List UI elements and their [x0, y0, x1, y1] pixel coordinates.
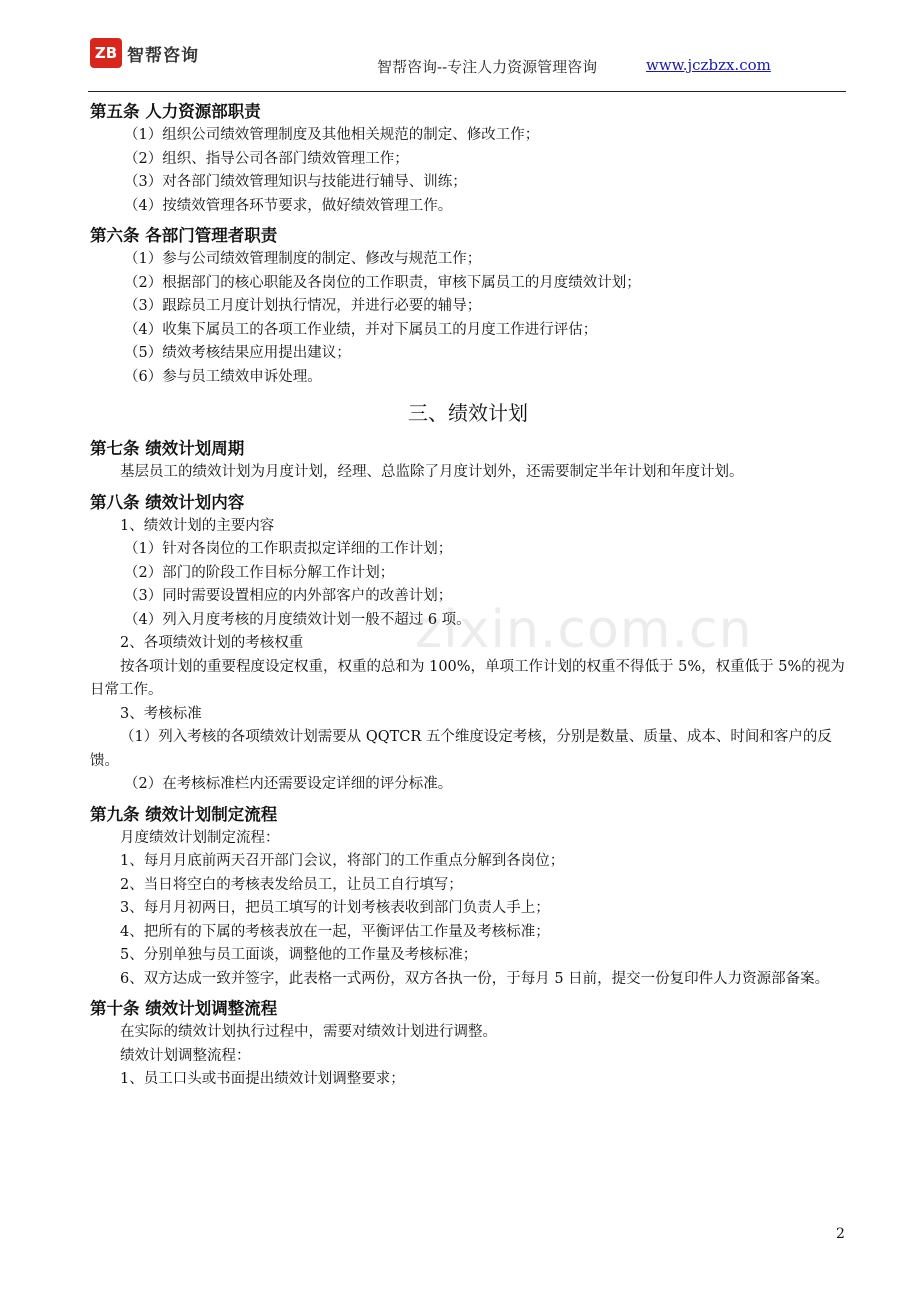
- watermark: zixin.com.cn: [415, 600, 753, 660]
- paragraph: 月度绩效计划制定流程：: [120, 829, 280, 846]
- section-10-title: 第十条 绩效计划调整流程: [90, 999, 278, 1018]
- page-number: 2: [836, 1226, 845, 1242]
- list-item: （5）绩效考核结果应用提出建议；: [124, 345, 351, 361]
- paragraph: 绩效计划调整流程：: [120, 1047, 251, 1064]
- website-link[interactable]: www.jczbzx.com: [646, 56, 771, 74]
- section-9-title: 第九条 绩效计划制定流程: [90, 804, 278, 824]
- subheading: 1、绩效计划的主要内容: [120, 517, 275, 534]
- page-header: [0, 0, 920, 100]
- header-divider: [88, 91, 846, 92]
- header-tagline: 智帮咨询--专注人力资源管理咨询: [377, 58, 598, 76]
- list-item: 6、双方达成一致并签字，此表格一式两份，双方各执一份，于每月 5 日前，提交一份复印件人力资源部备案。: [120, 970, 830, 987]
- list-item: 1、每月月底前两天召开部门会议，将部门的工作重点分解到各岗位；: [120, 853, 565, 869]
- list-item: （1）组织公司绩效管理制度及其他相关规范的制定、修改工作；: [124, 127, 540, 143]
- paragraph: 基层员工的绩效计划为月度计划，经理、总监除了月度计划外，还需要制定半年计划和年度计划。: [120, 464, 744, 480]
- list-item: 1、员工口头或书面提出绩效计划调整要求；: [120, 1071, 405, 1087]
- logo-text: 智帮咨询: [127, 45, 199, 66]
- subheading: 2、各项绩效计划的考核权重: [120, 635, 304, 651]
- list-item: （2）部门的阶段工作目标分解工作计划；: [124, 564, 395, 581]
- paragraph: （1）列入考核的各项绩效计划需要从 QQTCR 五个维度设定考核，分别是数量、质量、成本、时间和客户的反馈。: [90, 729, 832, 769]
- list-item: 4、把所有的下属的考核表放在一起，平衡评估工作量及考核标准；: [120, 923, 550, 940]
- list-item: （3）对各部门绩效管理知识与技能进行辅导、训练；: [124, 174, 467, 190]
- list-item: （2）根据部门的核心职能及各岗位的工作职责，审核下属员工的月度绩效计划；: [124, 274, 641, 291]
- list-item: （4）收集下属员工的各项工作业绩，并对下属员工的月度工作进行评估；: [124, 321, 598, 338]
- document-body: [90, 100, 846, 1092]
- list-item: 2、当日将空白的考核表发给员工，让员工自行填写；: [120, 876, 463, 893]
- list-item: （6）参与员工绩效申诉处理。: [124, 368, 322, 385]
- paragraph: 按各项计划的重要程度设定权重，权重的总和为 100%，单项工作计划的权重不得低于 5%，权重低于 5%的视为日常工作。: [90, 658, 845, 698]
- list-item: （4）列入月度考核的月度绩效计划一般不超过 6 项。: [124, 611, 471, 628]
- list-item: （2）在考核标准栏内还需要设定详细的评分标准。: [124, 776, 453, 792]
- list-item: （4）按绩效管理各环节要求，做好绩效管理工作。: [124, 197, 453, 214]
- list-item: （3）同时需要设置相应的内外部客户的改善计划；: [124, 588, 453, 604]
- subheading: 3、考核标准: [120, 705, 202, 722]
- list-item: 3、每月月初两日，把员工填写的计划考核表收到部门负责人手上；: [120, 900, 550, 916]
- chapter-title: 三、绩效计划: [408, 401, 528, 425]
- list-item: （1）针对各岗位的工作职责拟定详细的工作计划；: [124, 541, 453, 557]
- list-item: （3）跟踪员工月度计划执行情况，并进行必要的辅导；: [124, 298, 482, 314]
- section-7-title: 第七条 绩效计划周期: [90, 439, 245, 458]
- section-8-title: 第八条 绩效计划内容: [90, 492, 245, 512]
- section-6-title: 第六条 各部门管理者职责: [90, 226, 278, 245]
- section-5-title: 第五条 人力资源部职责: [90, 102, 261, 121]
- company-logo: [90, 38, 199, 68]
- logo-icon: ZB: [90, 38, 122, 68]
- list-item: （1）参与公司绩效管理制度的制定、修改与规范工作；: [124, 251, 482, 267]
- paragraph: 在实际的绩效计划执行过程中，需要对绩效计划进行调整。: [120, 1024, 497, 1040]
- list-item: 5、分别单独与员工面谈，调整他的工作量及考核标准；: [120, 947, 478, 963]
- list-item: （2）组织、指导公司各部门绩效管理工作；: [124, 150, 409, 167]
